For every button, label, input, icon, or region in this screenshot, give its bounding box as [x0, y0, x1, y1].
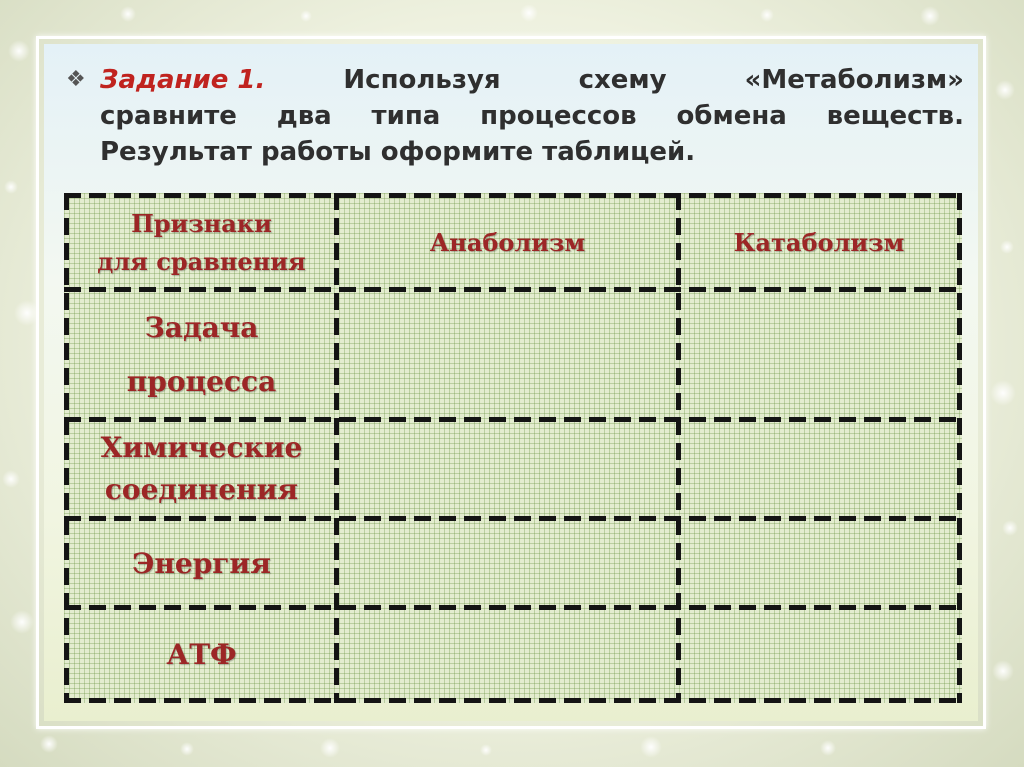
comparison-table: [64, 193, 962, 703]
table-cell-empty[interactable]: [339, 422, 676, 516]
table-cell-empty[interactable]: [339, 292, 676, 417]
task-line-1: [100, 62, 964, 98]
row-label-line-1: Химические: [100, 431, 303, 464]
table-cell-empty[interactable]: [681, 610, 957, 698]
header-criteria-line-1: Признаки: [131, 208, 272, 238]
task-word: схему: [578, 65, 667, 95]
task-line-2: [100, 98, 964, 134]
table-cell-empty[interactable]: [339, 610, 676, 698]
task-word: типа: [371, 101, 441, 131]
row-label-atp: АТФ: [166, 637, 237, 671]
row-label-line-2: процесса: [126, 364, 277, 398]
table-cell-empty[interactable]: [681, 292, 957, 417]
row-label-line-2: соединения: [104, 473, 299, 506]
task-word: обмена: [676, 101, 787, 131]
row-label-task: [69, 292, 334, 417]
table-cell-empty[interactable]: [681, 521, 957, 605]
task-label: Задание 1.: [100, 65, 266, 95]
header-catabolism: Катаболизм: [733, 228, 905, 257]
task-word: веществ.: [826, 101, 964, 131]
task-word: сравните: [100, 101, 237, 131]
task-word: Используя: [343, 65, 501, 95]
task-line-3: Результат работы оформите таблицей.: [100, 137, 696, 167]
header-criteria: [69, 198, 334, 287]
task-word: два: [276, 101, 332, 131]
table-border: [64, 698, 962, 703]
row-label-line-1: Задача: [144, 310, 259, 344]
table-border: [957, 193, 962, 703]
task-word: «Метаболизм»: [744, 65, 964, 95]
task-word: процессов: [480, 101, 637, 131]
row-label-energy: Энергия: [132, 546, 271, 580]
header-criteria-line-2: для сравнения: [97, 246, 306, 276]
header-anabolism: Анаболизм: [429, 228, 586, 257]
row-label-chemicals: [69, 422, 334, 516]
diamond-bullet-icon: ❖: [66, 67, 86, 92]
table-cell-empty[interactable]: [339, 521, 676, 605]
table-cell-empty[interactable]: [681, 422, 957, 516]
